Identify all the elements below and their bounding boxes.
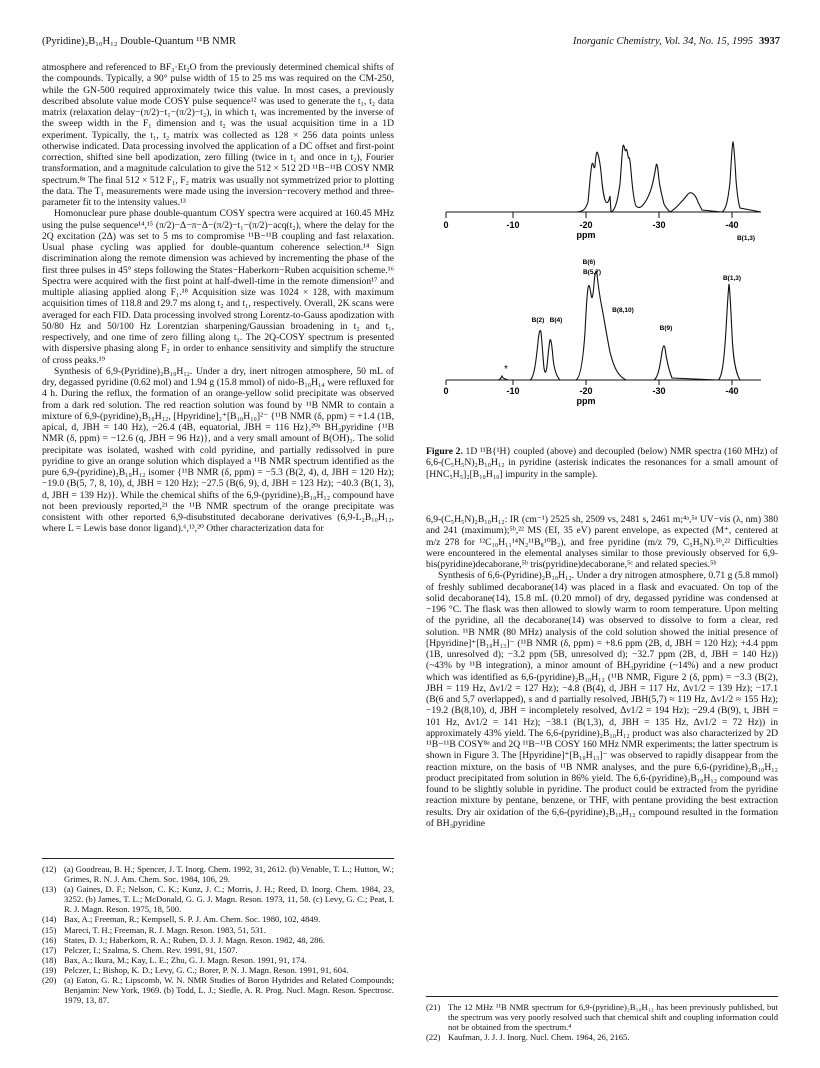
reference-number: (13)	[42, 884, 57, 895]
paragraph: Synthesis of 6,9-(Pyridine)₂B₁₀H₁₂. Under a dry, inert nitrogen atmosphere, 50 mL of dry, degassed pyridine (0.62 mol) and 1.94 g (15.8 mmol) of nido-B₁₀H₁₄ were refluxed for 4 h. During the reflux, the formation of an orange-yellow solid precipitate was observed from a dark red solution. The red reaction solution was found by ¹¹B NMR to contain a mixture of 6,9-(pyridine)₂B₁₀H₁₂, [Hpyridine]₂⁺[B₁₀H₁₀]²⁻ {¹¹B NMR (δ, ppm) = +1.4 (1B, apical, d, JBH = 140 Hz), −26.4 (4B, equatorial, JBH = 116 Hz},²⁰ᵃ BH₃pyridine {¹¹B NMR (δ, ppm) = −12.6 (q, JBH = 96 Hz)}, and a very small amount of B(OH)₃. The solid precipitate was isolated, washed with cold pyridine, and partially redissolved in pure pyridine to give an orange solution which displayed a ¹¹B NMR spectrum identified as the pure 6,9-(pyridine)₂B₁₀H₁₂ isomer {¹¹B NMR (δ, ppm) = −5.3 (B(2, 4), d, JBH = 120 Hz); −19.0 (B(5, 7, 8, 10), d, JBH = 120 Hz); −27.5 (B(6, 9), d, JBH = 123 Hz); −40.3 (B(1, 3), d, JBH = 139 Hz)}. While the chemical shifts of the 6,9-(pyridine)₂B₁₀H₁₂ compound have not been previously reported,²¹ the ¹¹B NMR spectrum of the orange precipitate was consistent with other reported 6,9-disubstituted decaborane derivatives (6,9-L₂B₁₀H₁₂, where L = Lewis base donor ligand).⁶,¹³,²⁰ Other characterization data for	[42, 365, 394, 535]
paragraph: atmosphere and referenced to BF₃·Et₂O from the previously determined chemical shifts of the compounds. Typically, a 90° pulse width of 15 to 25 ms was required on the CM-250, while the GN-500 required approximately twice this value. In most cases, a previously described absolute value mode COSY pulse sequence¹² was used to generate the t₁, t₂ data matrix (relaxation delay−(π/2)−t₁−(π/2)−t₂), in which t₁ was incremented by the inverse of the sweep width in the F₁ dimension and t₂ was the usual acquisition time in a 1D experiment. Typically, the t₁, t₂ matrix was collected as 128 × 256 data points unless otherwise indicated. Data processing involved the application of a DC offset and first-point correction, shifted sine bell apodization, zero filling (twice in t₁ and once in t₂), Fourier transformation, and a magnitude calculation to give the 512 × 512 2D ¹¹B−¹¹B COSY NMR spectrum.⁸ᵃ The final 512 × 512 F₁, F₂ matrix was usually not symmetrized prior to plotting the data. The T₁ measurements were made using the inversion−recovery method and three-parameter fit to the intensity values.¹³	[42, 62, 394, 208]
right-column	[426, 514, 778, 829]
figure-caption-label: Figure 2.	[426, 446, 463, 457]
bottom-axis-label: ppm	[576, 396, 596, 406]
reference-text: Mareci, T. H.; Freeman, R. J. Magn. Reson. 1983, 51, 531.	[64, 924, 266, 935]
peak-label-b13: B(1,3)	[722, 275, 742, 282]
reference-text: Bax, A.; Freeman, R.; Kempsell, S. P. J. Am. Chem. Soc. 1980, 102, 4849.	[64, 914, 321, 925]
reference-text: The 12 MHz ¹¹B NMR spectrum for 6,9-(pyridine)₂B₁₀H₁₂ has been previously published, but the spectrum was very poorly resolved such that chemical shift and coupling information could not be obtained from the spectrum.⁴	[448, 1002, 778, 1033]
reference-text: Pelczer, I.; Bishop, K. D.; Levy, G. C.; Borer, P. N. J. Magn. Reson. 1991, 91, 604.	[64, 964, 349, 975]
paragraph: 6,9-(C₅H₅N)₂B₁₀H₁₂: IR (cm⁻¹) 2525 sh, 2509 vs, 2481 s, 2461 m;⁴ᵃ,⁵ᵃ UV−vis (λ, nm) 380 and 241 (maximum);⁵ᵇ,²² MS (EI, 35 eV) parent envelope, as expected (M⁺, centered at m/z 278 for ¹²C₁₀H₁₁¹⁴N₂¹¹B₈¹⁰B₂), and free pyridine (m/z 79, C₅H₅N).⁵ᵇ,²² Difficulties were encountered in the elemental analyses similar to those previously observed for 6,9-bis(pyridine)decaborane,⁵ᵇ tris(pyridine)decaborane,⁵ᶜ and related species.⁵ᵇ	[426, 514, 778, 570]
peak-label-b6: B(6)	[582, 259, 596, 266]
peak-label-b57: B(5,7)	[582, 269, 602, 276]
reference-item	[42, 975, 394, 1005]
references-left	[42, 864, 394, 1005]
peak-label-b2: B(2)	[531, 317, 545, 324]
reference-text: (a) Goodreau, B. H.; Spencer, J. T. Inorg. Chem. 1992, 31, 2612. (b) Venable, T. L.; Hutton, W.; Grimes, R. N. J. Am. Chem. Soc. 1984, 106, 29.	[64, 864, 394, 885]
journal-citation	[573, 36, 780, 47]
reference-item	[426, 1002, 778, 1032]
bottom-tick-label: 0	[443, 386, 449, 396]
top-tick-label: -30	[652, 220, 666, 230]
reference-text: Bax, A.; Ikura, M.; Kay, L. E.; Zhu, G. J. Magn. Reson. 1991, 91, 174.	[64, 954, 307, 965]
reference-text: (a) Gaines, D. F.; Nelson, C. K.; Kunz, J. C.; Morris, J. H.; Reed, D. Inorg. Chem. 1984, 23, 3252. (b) James, T. L.; McDonald, G. G. J. Magn. Reson. 1973, 11, 58. (c) Levy, G. C.; Peat, I. R. J. Magn. Reson. 1975, 18, 500.	[64, 884, 394, 915]
top-peak-label-b13: B(1,3)	[736, 235, 756, 242]
top-tick-label: -10	[506, 220, 520, 230]
footnote-divider	[42, 858, 394, 859]
figure-2-nmr-spectra	[426, 62, 778, 452]
paragraph: Homonuclear pure phase double-quantum COSY spectra were acquired at 160.45 MHz using the pulse sequence¹⁴,¹⁵ (π/2)−Δ−π−Δ−(π/2)−t₁−(π/2)−acq(t₂), where the delay for the 2Q excitation (2Δ) was set to 5 ms to compromise ¹¹B−¹¹B coupling and fast relaxation. Usual phase cycling was applied for double-quantum coherence selection.¹⁴ Sign discrimination along the remote dimension was achieved by incrementing the phase of the first three pulses in 45° steps following the States−Haberkorn−Ruben acquisition scheme.¹⁶ Spectra were acquired with the first point at half-dwell-time in the remote dimension¹⁷ and multiple aliasing applied along F₁.¹⁸ Acquisition size was 1024 × 128, with maximum acquisition times of 118.8 and 29.7 ms along t₂ and t₁, respectively. Overall, 2K scans were averaged for each FID. Data processing involved strong Lorentz-to-Gauss apodization with 50/80 Hz and 50/100 Hz Lorentzian sharpening/Gaussian broadening in t₂ and t₁, respectively, and one time of zero filling along t₁. The 2Q-COSY spectrum is presented with dispersive phasing along F₂ in order to enhance sensitivity and simplify the structure of cross peaks.¹⁹	[42, 208, 394, 366]
reference-item	[42, 914, 394, 924]
figure-caption-text: 1D ¹¹B{¹H} coupled (above) and decoupled (below) NMR spectra (160 MHz) of 6,6-(C₅H₅N)₂B₁₀H₁₂ in pyridine (asterisk indicates the resonances for a small amount of [HNC₅H₅]₂[B₁₀H₁₀] impurity in the sample).	[426, 446, 778, 480]
top-tick-label: -20	[579, 220, 593, 230]
nmr-spectra-svg	[426, 62, 778, 452]
decoupled-spectrum-trace	[446, 271, 761, 380]
reference-item	[42, 935, 394, 945]
coupled-spectrum-trace	[446, 142, 761, 212]
reference-number: (21)	[426, 1002, 441, 1012]
reference-text: Pelczer, I.; Szalma, S. Chem. Rev. 1991, 91, 1507.	[64, 944, 238, 955]
reference-item	[42, 965, 394, 975]
reference-text: (a) Eaton, G. R.; Lipscomb, W. N. NMR Studies of Boron Hydrides and Related Compounds; Benjamin: New York, 1969. (b) Todd, L. J.; Siedle, A. R. Prog. Nucl. Magn. Reson. Spectrosc. 1979, 13, 87.	[64, 975, 394, 1006]
page-header	[0, 36, 820, 52]
reference-item	[42, 945, 394, 955]
reference-number: (12)	[42, 864, 57, 874]
peak-label-b9: B(9)	[659, 325, 673, 332]
reference-item	[426, 1032, 778, 1042]
reference-number: (20)	[42, 975, 57, 986]
bottom-tick-label: -20	[579, 386, 593, 396]
references-right	[426, 1002, 778, 1042]
reference-number: (22)	[426, 1032, 441, 1043]
reference-item	[42, 925, 394, 935]
reference-number: (17)	[42, 944, 57, 955]
peak-label-b810: B(8,10)	[612, 307, 634, 314]
reference-number: (15)	[42, 924, 57, 935]
reference-number: (19)	[42, 964, 57, 975]
reference-number: (18)	[42, 954, 57, 965]
bottom-tick-label: -10	[506, 386, 520, 396]
reference-item	[42, 884, 394, 914]
top-axis-label: ppm	[576, 230, 596, 240]
bottom-tick-label: -30	[652, 386, 666, 396]
bottom-tick-label: -40	[725, 386, 739, 396]
reference-item	[42, 955, 394, 965]
figure-caption	[426, 446, 778, 480]
peak-label-b4: B(4)	[549, 317, 563, 324]
journal-name: Inorganic Chemistry, Vol. 34, No. 15, 1995	[572, 36, 753, 47]
top-tick-label: -40	[725, 220, 739, 230]
footnote-divider	[426, 996, 778, 997]
asterisk-impurity-marker: *	[504, 364, 508, 375]
reference-item	[42, 864, 394, 884]
left-column	[42, 62, 394, 535]
reference-text: Kaufman, J. J. J. Inorg. Nucl. Chem. 1964, 26, 2165.	[448, 1032, 630, 1043]
top-tick-label: 0	[443, 220, 449, 230]
reference-number: (16)	[42, 934, 57, 945]
running-title: (Pyridine)₂B₁₀H₁₂ Double-Quantum ¹¹B NMR	[42, 36, 237, 47]
paragraph: Synthesis of 6,6-(Pyridine)₂B₁₀H₁₂. Under a dry nitrogen atmosphere, 0.71 g (5.8 mmol) of freshly sublimed decaborane(14) was placed in a flask and evacuated. On top of the solid decaborane(14), 15.8 mL (0.20 mmol) of dry, degassed pyridine was condensed at −196 °C. The flask was then allowed to slowly warm to room temperature. Upon melting of the pyridine, all the decaborane(14) was observed to dissolve to form a clear, red solution. ¹¹B NMR (80 MHz) analysis of the cold solution showed the initial presence of [Hpyridine]⁺[B₁₀H₁₃]⁻ (¹¹B NMR (δ, ppm) = +8.6 ppm (2B, d, JBH = 120 Hz); +4.4 ppm (1B, unresolved d); −3.2 ppm (5B, unresolved d); −32.7 ppm (2B, d, JBH = 140 Hz)) (~43% by ¹¹B integration), a minor amount of BH₃pyridine (~14%) and a new product which was identified as 6,6-(pyridine)₂B₁₀H₁₂ (¹¹B NMR, Figure 2 (δ, ppm) = −3.3 (B(2), JBH = 119 Hz, Δν1/2 = 127 Hz); −4.8 (B(4), d, JBH = 117 Hz, Δν1/2 = 139 Hz); −17.1 (B(6 and 5,7 overlapped), s and d partially resolved, JBH(5,7) ≈ 119 Hz, Δν1/2 ≈ 155 Hz); −19.2 (B(8,10), d, JBH = incompletely resolved, Δν1/2 = 194 Hz); −29.4 (B(9), t, JBH = 101 Hz, Δν1/2 = 141 Hz); −38.1 (B(1,3), d, JBH = 135 Hz, Δν1/2 = 72 Hz)) in approximately 43% yield. The 6,6-(pyridine)₂B₁₀H₁₂ product was also characterized by 2D ¹¹B−¹¹B COSY⁸ᵃ and 2Q ¹¹B−¹¹B COSY 160 MHz NMR experiments; the latter spectrum is shown in Figure 3. The [Hpyridine]⁺[B₁₀H₁₃]⁻ was observed to rapidly disappear from the reaction mixture, on the basis of ¹¹B NMR analyses, and the pure 6,6-(pyridine)₂B₁₀H₁₂ product precipitated from solution in 86% yield. The 6,6-(pyridine)₂B₁₀H₁₂ compound was found to be slightly soluble in pyridine. The product could be extracted from the pyridine reaction mixture by pentane, benzene, or THF, with pentane providing the best extraction results. Dry air oxidation of the 6,6-(pyridine)₂B₁₀H₁₂ compound resulted in the formation of BH₃pyridine	[426, 570, 778, 829]
reference-text: States, D. J.; Haberkorn, R. A.; Ruben, D. J. J. Magn. Reson. 1982, 48, 286.	[64, 934, 325, 945]
page-number: 3937	[759, 36, 780, 47]
reference-number: (14)	[42, 914, 57, 925]
